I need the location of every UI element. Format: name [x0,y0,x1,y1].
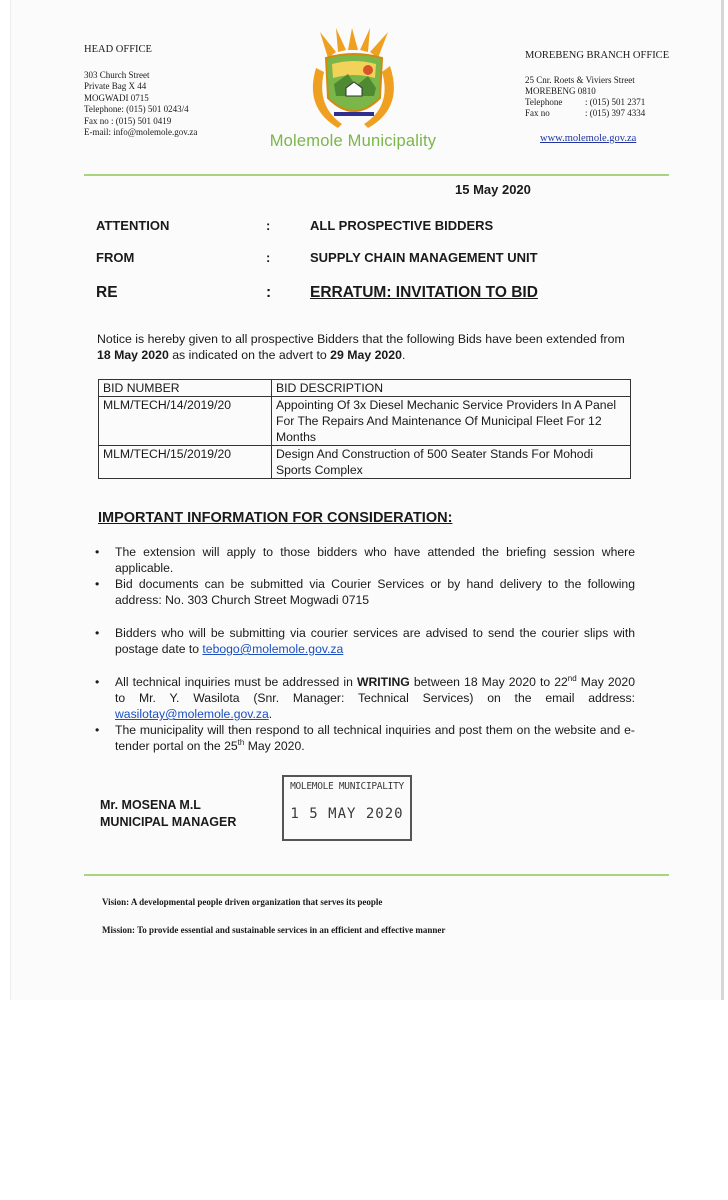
re-colon: : [266,284,272,301]
bid-number-cell: MLM/TECH/15/2019/20 [99,446,272,479]
list-item [95,544,635,576]
info-item-2: Bid documents can be submitted via Courier Services or by hand delivery to the following address: No. 303 Church Street Mogwadi 0715 [115,577,635,607]
branch-office-block [525,50,669,119]
stamp-line-1: MOLEMOLE MUNICIPALITY [290,781,404,792]
head-office-block [84,44,197,139]
notice-text-1: Notice is hereby given to all prospective Bidders that the following Bids have been extended from [97,332,625,346]
letter-date: 15 May 2020 [455,182,531,197]
attention-colon: : [266,218,271,233]
table-header-bid-number: BID NUMBER [99,380,272,397]
vision-text: A developmental people driven organization that serves its people [129,897,383,907]
list-item [95,674,635,722]
branch-office-fax [525,108,669,119]
footer-divider [84,874,669,876]
from-value: SUPPLY CHAIN MANAGEMENT UNIT [310,250,538,265]
important-info-heading: IMPORTANT INFORMATION FOR CONSIDERATION: [98,510,453,526]
info-item-4-writing: WRITING [356,675,410,689]
vision-label: Vision: [102,897,130,907]
branch-office-title: MOREBENG BRANCH OFFICE [525,50,670,61]
attention-row [96,218,493,233]
head-office-title: HEAD OFFICE [84,44,152,55]
attention-label: ATTENTION [96,218,170,233]
municipality-logo-icon [298,28,410,138]
list-item [95,576,635,608]
bid-description-cell: Design And Construction of 500 Seater Stands For Mohodi Sports Complex [272,446,631,479]
head-office-street: 303 Church Street [84,69,150,80]
branch-office-telephone [525,97,669,108]
stamp-line-2: 1 5 MAY 2020 [290,806,404,822]
branch-fax-value: : (015) 397 4334 [585,108,646,118]
bids-table [98,379,631,479]
table-row [99,397,631,446]
website-link[interactable]: www.molemole.gov.za [540,133,637,144]
re-label: RE [96,284,118,301]
list-item [95,625,635,657]
notice-paragraph [97,331,637,363]
notice-date-to: 29 May 2020 [330,348,402,362]
info-item-4-c: May 2020 to Mr. Y. Wasilota (Snr. Manager: Technical Services) on the email address: [115,675,635,705]
head-office-fax: Fax no : (015) 501 0419 [84,115,172,126]
info-item-4-d: . [268,707,273,721]
re-value: ERRATUM: INVITATION TO BID [310,284,538,301]
info-item-5-sup: th [237,737,245,747]
vision-statement [102,897,382,907]
date-stamp [282,775,412,841]
re-row [96,284,538,302]
table-header-bid-description: BID DESCRIPTION [272,380,631,397]
header-divider [84,174,669,176]
signature-block [100,797,236,831]
head-office-town: MOGWADI 0715 [84,92,149,103]
from-label: FROM [96,250,135,265]
bid-description-cell: Appointing Of 3x Diesel Mechanic Service Providers In A Panel For The Repairs And Maintenance Of Municipal Fleet For 12 Months [272,397,631,446]
branch-tel-label: Telephone [525,97,563,107]
branch-fax-label: Fax no [525,108,550,118]
head-office-email: E-mail: info@molemole.gov.za [84,127,198,137]
important-info-list [95,544,635,754]
head-office-telephone: Telephone: (015) 501 0243/4 [84,104,189,114]
attention-value: ALL PROSPECTIVE BIDDERS [310,218,494,233]
head-office-bag: Private Bag X 44 [84,81,147,91]
info-item-3-text: Bidders who will be submitting via courier services are advised to send the courier slips with postage date to [115,626,635,656]
branch-tel-value: : (015) 501 2371 [585,97,646,107]
signatory-title: MUNICIPAL MANAGER [100,815,237,829]
from-row [96,250,538,265]
signatory-name: Mr. MOSENA M.L [100,798,201,812]
list-item [95,722,635,754]
mission-label: Mission: [102,925,136,935]
branch-office-town: MOREBENG 0810 [525,86,596,96]
info-item-1: The extension will apply to those bidders who have attended the briefing session where applicable. [115,545,635,575]
table-row [99,446,631,479]
info-item-4-a: All technical inquiries must be addressed in [115,675,357,689]
info-item-4-sup: nd [567,673,577,683]
notice-text-3: . [401,348,406,362]
municipality-name: Molemole Municipality [269,132,437,150]
mission-text: To provide essential and sustainable services in an efficient and effective manner [135,925,446,935]
tebogo-email-link[interactable]: tebogo@molemole.gov.za [202,642,344,656]
table-header-row [99,380,631,397]
from-colon: : [266,250,271,265]
bid-number-cell: MLM/TECH/14/2019/20 [99,397,272,446]
wasilota-email-link[interactable]: wasilotay@molemole.gov.za [115,707,269,721]
notice-date-from: 18 May 2020 [97,348,169,362]
branch-office-street: 25 Cnr. Roets & Viviers Street [525,75,635,85]
notice-text-2: as indicated on the advert to [168,348,331,362]
info-item-4-b: between 18 May 2020 to 22 [409,675,568,689]
info-item-5-a: The municipality will then respond to all technical inquiries and post them on the website and e-tender portal on the 25 [115,723,635,753]
mission-statement [102,925,445,935]
info-item-5-b: May 2020. [244,739,305,753]
